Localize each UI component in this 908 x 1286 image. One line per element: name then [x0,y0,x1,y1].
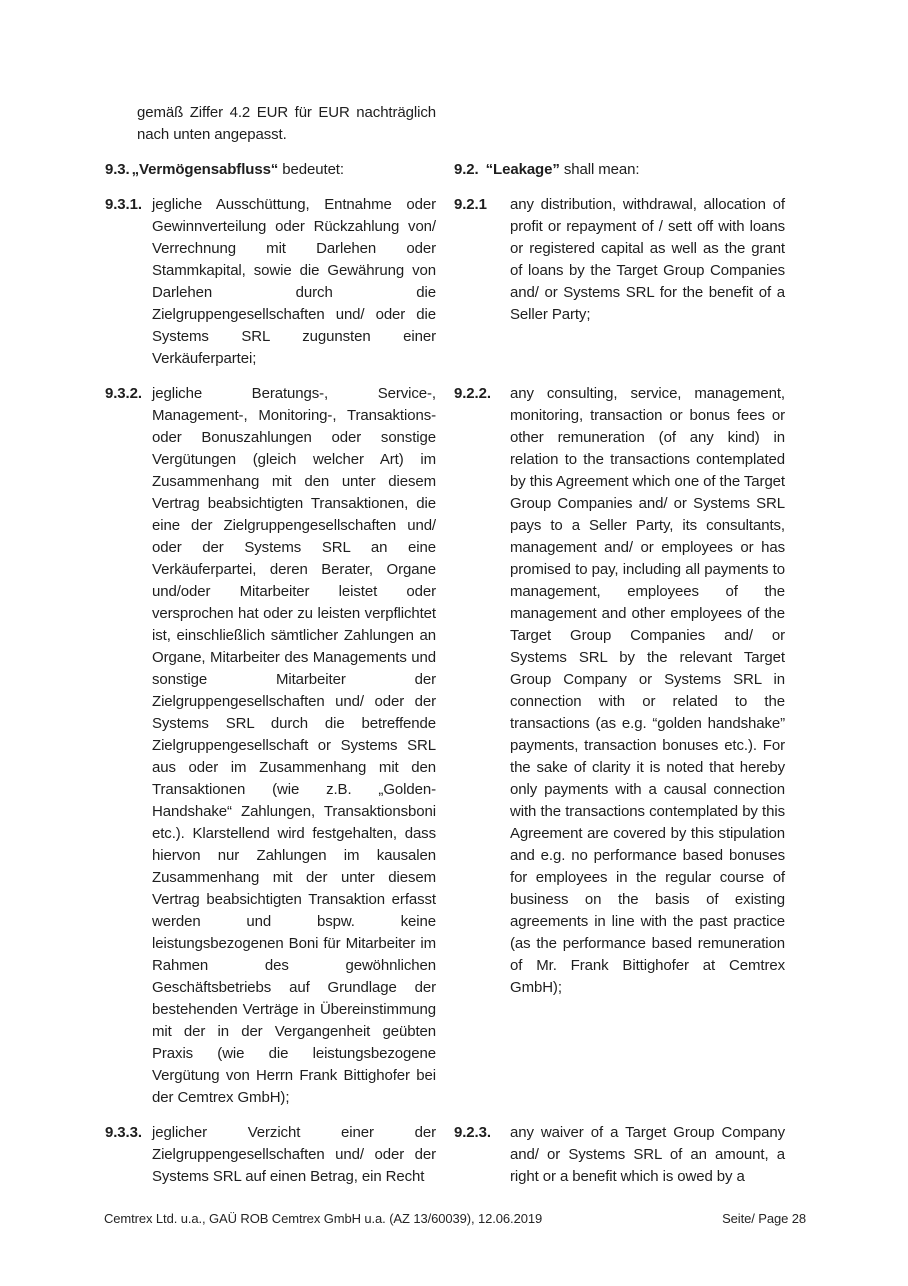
section-heading-english [454,159,785,181]
footer-case-reference: Cemtrex Ltd. u.a., GAÜ ROB Cemtrex GmbH u.a. (AZ 13/60039), 12.06.2019 [104,1211,543,1226]
section-term-german: „Vermögensabfluss“ [131,161,279,178]
footer-page-number: Seite/ Page 28 [722,1211,806,1226]
page-content [105,102,785,1188]
two-column-text-grid [105,102,785,1188]
clause-number-german-3: 9.3.3. [105,1124,142,1141]
section-term-english: “Leakage” [485,161,560,178]
intro-paragraph-german: gemäß Ziffer 4.2 EUR für EUR nachträglich nach unten angepasst. [137,104,436,143]
clause-number-german-2: 9.3.2. [105,385,142,402]
page-footer [104,1211,806,1227]
section-tail-german: bedeutet: [278,161,344,178]
clause-text-german-2: jegliche Beratungs-, Service-, Management-, Monitoring-, Transaktions- oder Bonuszahlungen oder sonstige Vergütungen (gleich welcher Art) im Zusammenhang mit den unter diesem Vertrag beabsichtigten Transaktionen, die eine der Zielgruppengesellschaften und/ oder der Systems SRL an eine Verkäuferpartei, deren Berater, Organe und/oder Mitarbeiter leistet oder versprochen hat oder zu leisten verpflichtet ist, einschließlich sämtlicher Zahlungen an Organe, Mitarbeiter des Managements und sonstige Mitarbeiter der Zielgruppengesellschaften und/ oder der Systems SRL durch die betreffende Zielgruppengesellschaft or Systems SRL aus oder im Zusammenhang mit den Transaktionen (wie z.B. „Golden-Handshake“ Zahlungen, Transaktionsboni etc.). Klarstellend wird festgehalten, dass hiervon nur Zahlungen im kausalen Zusammenhang mit der unter diesem Vertrag beabsichtigten Transaktion erfasst werden und bspw. keine leistungsbezogenen Boni für Mitarbeiter im Rahmen des gewöhnlichen Geschäftsbetriebs auf Grundlage der bestehenden Verträge in Übereinstimmung mit der in der Vergangenheit geübten Praxis (wie die leistungsbezogene Vergütung von Herrn Frank Bittighofer bei der Cemtrex GmbH); [152,385,436,1106]
clause-number-english-1: 9.2.1 [454,196,487,213]
clause-number-german-1: 9.3.1. [105,196,142,213]
clause-text-english-2: any consulting, service, management, monitoring, transaction or bonus fees or other remuneration (of any kind) in relation to the transactions contemplated by this Agreement which one of the Target Group Companies and/ or Systems SRL pays to a Seller Party, its consultants, management and/ or employees or has promised to pay, including all payments to management, employees of the management and other employees of the Target Group Companies and/ or Systems SRL by the relevant Target Group Company or Systems SRL in connection with or related to the transactions (as e.g. “golden handshake” payments, transaction bonuses etc.). For the sake of clarity it is noted that hereby only payments with a causal connection with the transactions contemplated by this Agreement are covered by this stipulation and e.g. no performance based bonuses for employees in the regular course of business on the basis of existing agreements in line with the past practice (as the performance based remuneration of Mr. Frank Bittighofer at Cemtrex GmbH); [510,385,785,996]
section-number-german: 9.3. [105,161,130,178]
section-number-english: 9.2. [454,161,479,178]
clause-number-english-2: 9.2.2. [454,385,491,402]
section-heading-german [105,159,436,181]
clause-number-english-3: 9.2.3. [454,1124,491,1141]
clause-text-german-1: jegliche Ausschüttung, Entnahme oder Gewinnverteilung oder Rückzahlung von/ Verrechnung mit Darlehen oder Stammkapital, sowie die Gewährung von Darlehen durch die Zielgruppengesellschaften und/ oder die Systems SRL zugunsten einer Verkäuferpartei; [152,196,436,367]
section-tail-english: shall mean: [559,161,640,178]
clause-text-german-3: jeglicher Verzicht einer der Zielgruppengesellschaften und/ oder der Systems SRL auf einen Betrag, ein Recht [152,1124,436,1185]
clause-text-english-3: any waiver of a Target Group Company and/ or Systems SRL of an amount, a right or a benefit which is owed by a [510,1124,785,1185]
clause-text-english-1: any distribution, withdrawal, allocation of profit or repayment of / sett off with loans or registered capital as well as the grant of loans by the Target Group Companies and/ or Systems SRL for the benefit of a Seller Party; [510,196,785,323]
